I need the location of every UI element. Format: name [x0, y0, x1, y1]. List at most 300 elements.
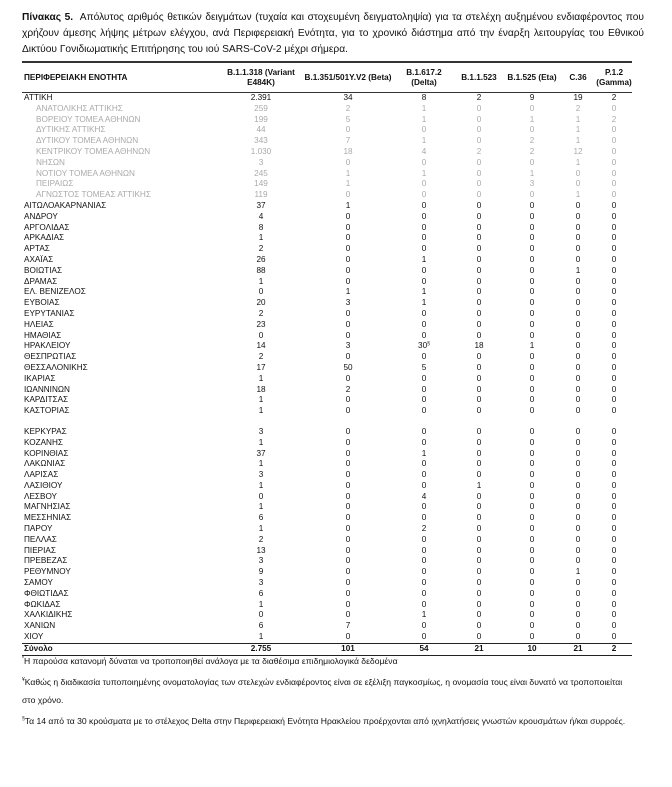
cell-value — [394, 104, 454, 115]
region-name — [22, 610, 220, 621]
col-header-eta: B.1.525 (Eta) — [507, 72, 557, 82]
cell-text: 0 — [575, 200, 581, 210]
cell-value — [220, 212, 302, 223]
cell-value — [220, 395, 302, 406]
cell-value — [394, 395, 454, 406]
cell-value — [220, 556, 302, 567]
cell-value — [504, 190, 560, 201]
cell-text: 0 — [421, 265, 427, 275]
cell-text: 0 — [476, 222, 482, 232]
cell-value — [302, 502, 394, 513]
cell-text: 0 — [529, 308, 535, 318]
cell-text: 0 — [611, 287, 617, 297]
table-row — [22, 363, 632, 374]
cell-value — [596, 223, 632, 234]
cell-value — [596, 201, 632, 212]
cell-value — [220, 104, 302, 115]
cell-value — [220, 287, 302, 298]
cell-text: 1 — [529, 114, 535, 124]
cell-value — [454, 600, 504, 611]
cell-value — [596, 374, 632, 385]
cell-value — [454, 158, 504, 169]
cell-text: 0 — [529, 459, 535, 469]
table-row — [22, 438, 632, 449]
cell-text: ΜΑΓΝΗΣΙΑΣ — [24, 502, 71, 512]
cell-text: 0 — [611, 545, 617, 555]
cell-value — [220, 417, 302, 427]
cell-text: 0 — [476, 287, 482, 297]
cell-value — [394, 179, 454, 190]
cell-text: 0 — [611, 406, 617, 416]
region-name — [22, 535, 220, 546]
cell-value — [302, 201, 394, 212]
cell-text: 3 — [258, 157, 264, 167]
cell-value — [394, 352, 454, 363]
cell-value — [454, 266, 504, 277]
cell-value — [596, 632, 632, 643]
cell-value — [504, 125, 560, 136]
cell-text: 2 — [611, 114, 617, 124]
cell-text: 1 — [258, 632, 264, 642]
cell-text: 0 — [575, 545, 581, 555]
cell-value — [504, 492, 560, 503]
cell-text: 0 — [476, 556, 482, 566]
cell-value — [596, 459, 632, 470]
cell-text: 0 — [611, 480, 617, 490]
cell-value — [302, 244, 394, 255]
cell-text: 8 — [258, 222, 264, 232]
cell-value — [596, 136, 632, 147]
total-value: 2 — [611, 643, 617, 653]
cell-text: 0 — [421, 621, 427, 631]
cell-text: 0 — [529, 556, 535, 566]
cell-text: ΙΚΑΡΙΑΣ — [24, 373, 56, 383]
cell-text: ΑΝΑΤΟΛΙΚΗΣ ΑΤΤΙΚΗΣ — [36, 103, 123, 113]
cell-text: 0 — [421, 545, 427, 555]
region-name — [22, 93, 220, 104]
cell-text: 0 — [345, 513, 351, 523]
table-row — [22, 233, 632, 244]
cell-text: 0 — [345, 211, 351, 221]
cell-text: 0 — [476, 114, 482, 124]
cell-value — [454, 136, 504, 147]
cell-value — [394, 201, 454, 212]
cell-value — [220, 136, 302, 147]
cell-value — [596, 481, 632, 492]
cell-value — [302, 266, 394, 277]
cell-text: 18 — [343, 146, 353, 156]
cell-text: 0 — [345, 352, 351, 362]
cell-text: 0 — [529, 545, 535, 555]
cell-value — [560, 417, 596, 427]
region-name — [22, 621, 220, 632]
cell-text: 1 — [421, 298, 427, 308]
cell-text: 0 — [345, 502, 351, 512]
cell-value — [394, 233, 454, 244]
cell-text: 0 — [611, 470, 617, 480]
cell-text: 0 — [345, 265, 351, 275]
cell-value — [394, 406, 454, 417]
region-name — [22, 244, 220, 255]
cell-value — [560, 502, 596, 513]
cell-text: ΔΥΤΙΚΗΣ ΑΤΤΙΚΗΣ — [36, 125, 106, 135]
cell-text: ΑΝΔΡΟΥ — [24, 211, 58, 221]
region-name — [22, 331, 220, 342]
cell-text: ΙΩΑΝΝΙΝΩΝ — [24, 384, 70, 394]
cell-value — [394, 546, 454, 557]
cell-value — [220, 190, 302, 201]
total-label: Σύνολο — [24, 643, 53, 653]
cell-text: 1.030 — [250, 146, 272, 156]
region-name — [22, 438, 220, 449]
table-row — [22, 223, 632, 234]
cell-value — [560, 201, 596, 212]
cell-text: 0 — [575, 437, 581, 447]
cell-text: 0 — [421, 179, 427, 189]
cell-text: 0 — [529, 211, 535, 221]
cell-value — [394, 556, 454, 567]
cell-text: 0 — [345, 491, 351, 501]
cell-value — [596, 255, 632, 266]
footnote-marker: § — [22, 715, 25, 722]
cell-value — [560, 546, 596, 557]
cell-value — [596, 610, 632, 621]
total-value: 2.755 — [250, 643, 272, 653]
cell-text: ΡΕΘΥΜΝΟΥ — [24, 567, 71, 577]
table-row — [22, 320, 632, 331]
cell-value — [220, 610, 302, 621]
table-row — [22, 277, 632, 288]
cell-value — [220, 567, 302, 578]
spacer-row — [22, 417, 632, 427]
cell-text: 0 — [611, 211, 617, 221]
cell-text: 0 — [345, 524, 351, 534]
cell-value — [220, 277, 302, 288]
cell-value — [220, 298, 302, 309]
cell-text: 0 — [575, 426, 581, 436]
cell-text: 0 — [575, 502, 581, 512]
cell-text: 0 — [345, 406, 351, 416]
cell-value — [560, 104, 596, 115]
table-subrow — [22, 169, 632, 180]
cell-value — [220, 470, 302, 481]
cell-value — [302, 212, 394, 223]
cell-text: 13 — [256, 545, 266, 555]
cell-value — [302, 567, 394, 578]
cell-value — [454, 104, 504, 115]
region-name — [22, 277, 220, 288]
cell-value — [454, 287, 504, 298]
cell-text: 0 — [476, 588, 482, 598]
cell-text: 0 — [476, 168, 482, 178]
cell-text: 0 — [575, 459, 581, 469]
cell-value — [220, 266, 302, 277]
cell-text: 0 — [421, 157, 427, 167]
cell-value — [454, 535, 504, 546]
cell-value — [302, 600, 394, 611]
cell-text: 0 — [575, 448, 581, 458]
cell-value — [596, 589, 632, 600]
cell-text: 17 — [256, 362, 266, 372]
footnote — [22, 677, 652, 689]
cell-text: 0 — [476, 610, 482, 620]
cell-text: 34 — [343, 93, 353, 102]
cell-text: 0 — [345, 125, 351, 135]
cell-text: ΒΟΡΕΙΟΥ ΤΟΜΕΑ ΑΘΗΝΩΝ — [36, 114, 141, 124]
cell-text: 0 — [476, 384, 482, 394]
cell-value — [504, 481, 560, 492]
cell-text: ΚΑΣΤΟΡΙΑΣ — [24, 406, 70, 416]
cell-text: 0 — [345, 308, 351, 318]
cell-text: ΗΡΑΚΛΕΙΟΥ — [24, 341, 71, 351]
cell-value — [394, 578, 454, 589]
cell-value — [394, 298, 454, 309]
cell-value — [596, 513, 632, 524]
cell-value — [394, 341, 454, 352]
cell-text: 0 — [345, 610, 351, 620]
cell-text: 0 — [575, 287, 581, 297]
cell-text: 1 — [575, 190, 581, 200]
cell-text: 0 — [611, 298, 617, 308]
cell-value — [454, 331, 504, 342]
cell-value — [394, 93, 454, 104]
cell-text: 37 — [256, 448, 266, 458]
cell-text: 0 — [611, 125, 617, 135]
cell-value — [504, 158, 560, 169]
cell-text: 3 — [345, 341, 351, 351]
region-name — [22, 567, 220, 578]
cell-value — [504, 309, 560, 320]
col-header-beta: B.1.351/501Y.V2 (Beta) — [304, 72, 392, 82]
cell-text: 18 — [256, 384, 266, 394]
cell-value — [302, 190, 394, 201]
table-subrow — [22, 179, 632, 190]
cell-text: 0 — [421, 373, 427, 383]
cell-value — [504, 556, 560, 567]
cell-value — [394, 125, 454, 136]
cell-text: 0 — [529, 395, 535, 405]
cell-text: 0 — [611, 448, 617, 458]
cell-value — [560, 610, 596, 621]
cell-value — [302, 406, 394, 417]
cell-value — [560, 513, 596, 524]
cell-text: 259 — [254, 103, 268, 113]
region-name — [22, 125, 220, 136]
table-row — [22, 632, 632, 643]
cell-text: ΕΛ. ΒΕΝΙΖΕΛΟΣ — [24, 287, 86, 297]
table-subrow — [22, 104, 632, 115]
cell-text: 2 — [258, 244, 264, 254]
cell-value — [596, 320, 632, 331]
cell-text: 0 — [575, 341, 581, 351]
cell-value — [560, 223, 596, 234]
cell-text: 0 — [345, 437, 351, 447]
total-value: 101 — [341, 643, 355, 653]
total-row — [22, 643, 632, 655]
cell-value — [596, 449, 632, 460]
cell-value — [302, 104, 394, 115]
cell-text: 1 — [258, 599, 264, 609]
region-name — [22, 374, 220, 385]
cell-text: 0 — [529, 578, 535, 588]
cell-value — [394, 417, 454, 427]
cell-value — [504, 524, 560, 535]
cell-value — [394, 385, 454, 396]
cell-text: ΛΑΡΙΣΑΣ — [24, 470, 59, 480]
cell-text: 0 — [575, 599, 581, 609]
cell-value — [394, 223, 454, 234]
cell-value — [454, 223, 504, 234]
cell-value — [220, 331, 302, 342]
cell-text: 0 — [575, 211, 581, 221]
cell-value — [560, 298, 596, 309]
cell-value — [220, 93, 302, 104]
region-name — [22, 427, 220, 438]
cell-value — [454, 125, 504, 136]
cell-text: 0 — [476, 459, 482, 469]
cell-text: 119 — [254, 190, 268, 200]
cell-text: ΕΥΒΟΙΑΣ — [24, 298, 60, 308]
table-subrow — [22, 147, 632, 158]
cell-value — [504, 363, 560, 374]
cell-text: 343 — [254, 136, 268, 146]
cell-value — [504, 179, 560, 190]
region-name — [22, 233, 220, 244]
cell-value — [596, 93, 632, 104]
cell-value — [302, 93, 394, 104]
cell-value — [596, 524, 632, 535]
cell-value — [596, 556, 632, 567]
cell-value — [394, 309, 454, 320]
cell-value — [394, 158, 454, 169]
cell-value — [560, 233, 596, 244]
cell-text: 1 — [421, 103, 427, 113]
cell-text: 0 — [421, 190, 427, 200]
cell-value — [596, 417, 632, 427]
cell-value — [302, 449, 394, 460]
cell-value — [220, 492, 302, 503]
cell-value — [394, 320, 454, 331]
cell-text: 1 — [575, 567, 581, 577]
cell-text: 0 — [476, 632, 482, 642]
cell-value — [560, 341, 596, 352]
cell-text: 0 — [611, 502, 617, 512]
cell-value — [220, 502, 302, 513]
cell-text: 0 — [476, 470, 482, 480]
cell-value — [596, 158, 632, 169]
cell-text: 0 — [575, 395, 581, 405]
cell-value — [560, 147, 596, 158]
cell-text: 0 — [421, 437, 427, 447]
cell-value — [394, 632, 454, 643]
cell-value — [504, 427, 560, 438]
cell-text: ΘΕΣΣΑΛΟΝΙΚΗΣ — [24, 362, 88, 372]
cell-value — [504, 287, 560, 298]
cell-text: 0 — [345, 578, 351, 588]
cell-value — [394, 136, 454, 147]
cell-text: 0 — [421, 470, 427, 480]
cell-value — [504, 459, 560, 470]
cell-value — [302, 298, 394, 309]
cell-value — [394, 610, 454, 621]
region-name — [22, 298, 220, 309]
footnote — [22, 695, 652, 707]
cell-value — [394, 115, 454, 126]
cell-text: 0 — [575, 179, 581, 189]
cell-value — [596, 244, 632, 255]
cell-value — [454, 610, 504, 621]
cell-value — [394, 513, 454, 524]
cell-text: 0 — [476, 179, 482, 189]
cell-text: 12 — [573, 146, 583, 156]
table-row — [22, 266, 632, 277]
table-row — [22, 610, 632, 621]
cell-value — [394, 169, 454, 180]
cell-text: 0 — [529, 330, 535, 340]
cell-text: ΠΡΕΒΕΖΑΣ — [24, 556, 68, 566]
cell-text: 18 — [474, 341, 484, 351]
table-row — [22, 395, 632, 406]
cell-value — [220, 309, 302, 320]
table-row — [22, 481, 632, 492]
cell-text: 0 — [345, 373, 351, 383]
table-row — [22, 502, 632, 513]
total-value: 21 — [573, 643, 583, 653]
cell-text: 0 — [476, 545, 482, 555]
cell-text: 2 — [476, 93, 482, 102]
cell-text: 0 — [611, 233, 617, 243]
cell-value — [560, 427, 596, 438]
table-row — [22, 546, 632, 557]
cell-text: 1 — [345, 179, 351, 189]
table-subrow — [22, 125, 632, 136]
col-header-gamma: P.1.2 (Gamma) — [596, 67, 632, 87]
cell-text: 0 — [575, 308, 581, 318]
cell-text: 0 — [421, 588, 427, 598]
cell-value — [454, 567, 504, 578]
cell-text: 0 — [476, 136, 482, 146]
cell-text: 0 — [575, 578, 581, 588]
cell-value — [596, 233, 632, 244]
cell-value — [394, 567, 454, 578]
cell-text: 1 — [258, 276, 264, 286]
cell-text: 0 — [529, 470, 535, 480]
cell-value — [302, 535, 394, 546]
cell-text: 0 — [611, 352, 617, 362]
cell-text: 0 — [345, 632, 351, 642]
cell-text: 0 — [421, 556, 427, 566]
cell-text: 0 — [575, 534, 581, 544]
cell-text: 26 — [256, 254, 266, 264]
cell-value — [560, 158, 596, 169]
table-row — [22, 578, 632, 589]
cell-text: 2 — [529, 136, 535, 146]
cell-value — [394, 277, 454, 288]
cell-text: 0 — [575, 406, 581, 416]
cell-text: 0 — [421, 352, 427, 362]
cell-text: 2 — [345, 103, 351, 113]
cell-text: 0 — [611, 491, 617, 501]
cell-value — [302, 277, 394, 288]
cell-value — [596, 352, 632, 363]
cell-text: 0 — [611, 276, 617, 286]
cell-text: 0 — [529, 190, 535, 200]
cell-text: 0 — [476, 200, 482, 210]
cell-value — [394, 363, 454, 374]
cell-value — [394, 266, 454, 277]
cell-text: 0 — [529, 362, 535, 372]
cell-text: 0 — [611, 254, 617, 264]
